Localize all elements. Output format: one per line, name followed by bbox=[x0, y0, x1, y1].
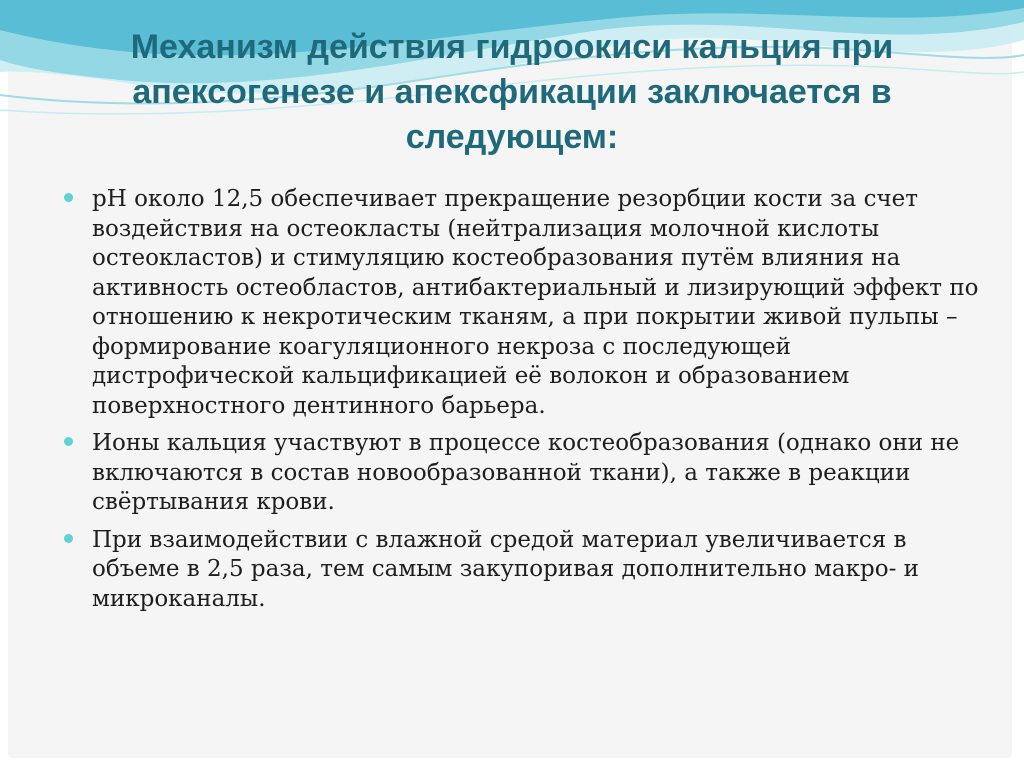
bullet-list bbox=[60, 185, 980, 622]
bullet-dot-icon bbox=[64, 437, 73, 446]
bullet-text: pH около 12,5 обеспечивает прекращение резорбции кости за счет воздействия на остеокласты (нейтрализация молочной кислоты остеокластов) и стимуляцию костеобразования путём влияния на активность остеобластов, антибактериальный и лизирующий эффект по отношению к некротическим тканям, а при покрытии живой пульпы – формирование коагуляционного некроза с последующей дистрофической кальцификацией её волокон и образованием поверхностного дентинного барьера. bbox=[92, 186, 979, 419]
bullet-text: При взаимодействии с влажной средой материал увеличивается в объеме в 2,5 раза, тем самым закупоривая дополнительно макро- и микроканалы. bbox=[92, 526, 919, 612]
bullet-item bbox=[60, 526, 980, 615]
bullet-item bbox=[60, 185, 980, 421]
bullet-text: Ионы кальция участвуют в процессе костеобразования (однако они не включаются в состав новообразованной ткани), а также в реакции свёртывания крови. bbox=[92, 430, 960, 515]
bullet-item bbox=[60, 429, 980, 518]
bullet-dot-icon bbox=[64, 193, 73, 202]
slide-title: Механизм действия гидроокиси кальция при апексогенезе и апексфикации заключается в следующем: bbox=[130, 28, 894, 156]
bullet-dot-icon bbox=[64, 534, 73, 543]
